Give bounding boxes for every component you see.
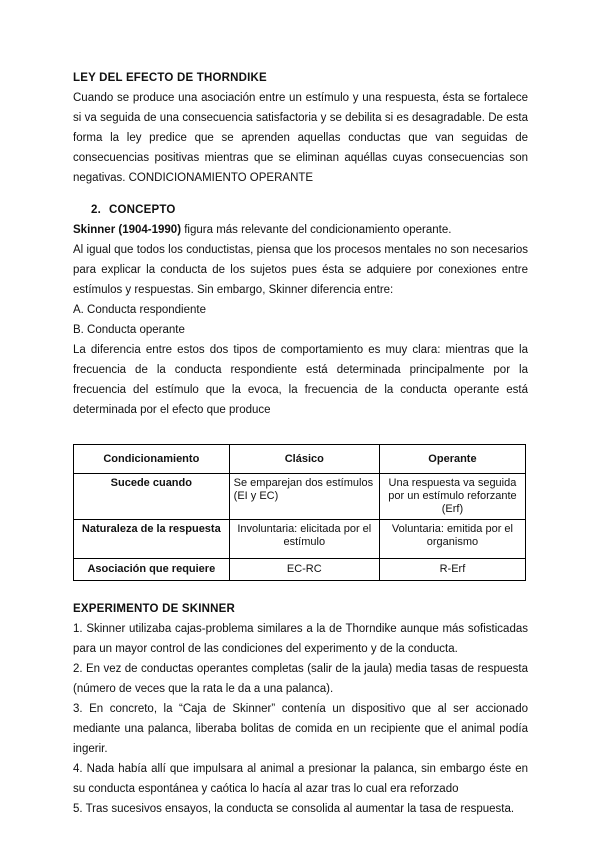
concepto-paragraph-2: La diferencia entre estos dos tipos de comportamiento es muy clara: mientras que la frecuencia de la conducta respondiente está determinada principalmente por la frecuencia del estímulo que la evoca, la frecuencia de la conducta operante está determinada por el efecto que produce — [73, 344, 528, 416]
table-cell: R-Erf — [379, 559, 525, 581]
table-cell: Sucede cuando — [74, 474, 230, 520]
table-cell: Asociación que requiere — [74, 559, 230, 581]
comparison-table — [73, 444, 526, 581]
concepto-title: CONCEPTO — [109, 204, 176, 216]
item-a: A. Conducta respondiente — [73, 304, 206, 316]
concepto-number: 2. — [91, 204, 101, 216]
table-row — [74, 559, 526, 581]
section-thorndike — [73, 72, 528, 188]
thorndike-paragraph: Cuando se produce una asociación entre un estímulo y una respuesta, ésta se fortalece si va seguida de una consecuencia satisfactoria y se debilita si es desagradable. De esta forma la ley predice que se aprenden aquellas conductas que van seguidas de consecuencias positivas mientras que se eliminan aquéllas cuyas consecuencias son negativas. CONDICIONAMIENTO OPERANTE — [73, 92, 528, 184]
table-row — [74, 474, 526, 520]
table-cell: Voluntaria: emitida por el organismo — [379, 520, 525, 559]
concepto-paragraph-1: Al igual que todos los conductistas, piensa que los procesos mentales no son necesarios para explicar la conducta de los sujetos pues ésta se adquiere por conexiones entre estímulos y respuestas. Sin embargo, Skinner diferencia entre: — [73, 244, 528, 296]
table-cell: Involuntaria: elicitada por el estímulo — [229, 520, 379, 559]
list-item: 4. Nada había allí que impulsara al animal a presionar la palanca, sin embargo éste en su conducta espontánea y caótica lo hacía al azar tras lo cual era reforzado — [73, 763, 528, 795]
table-cell: EC-RC — [229, 559, 379, 581]
section-concepto — [73, 204, 528, 420]
skinner-description: figura más relevante del condicionamiento operante. — [181, 224, 452, 236]
table-header-cell: Condicionamiento — [74, 445, 230, 474]
experimento-heading: EXPERIMENTO DE SKINNER — [73, 603, 236, 615]
table-cell: Una respuesta va seguida por un estímulo reforzante (Erf) — [379, 474, 525, 520]
skinner-line — [73, 220, 528, 240]
concepto-heading — [91, 204, 528, 216]
table-row — [74, 520, 526, 559]
list-item: 5. Tras sucesivos ensayos, la conducta se consolida al aumentar la tasa de respuesta. — [73, 803, 515, 815]
thorndike-heading: LEY DEL EFECTO DE THORNDIKE — [73, 72, 267, 84]
table-cell: Naturaleza de la respuesta — [74, 520, 230, 559]
list-item: 1. Skinner utilizaba cajas-problema similares a la de Thorndike aunque más sofisticadas para un mayor control de las condiciones del experimento y de la conducta. — [73, 623, 528, 655]
document-content — [73, 72, 528, 819]
section-experimento — [73, 603, 528, 819]
table-header-row — [74, 445, 526, 474]
table-header-cell: Operante — [379, 445, 525, 474]
list-item: 3. En concreto, la “Caja de Skinner” contenía un dispositivo que al ser accionado mediante una palanca, liberaba bolitas de comida en un recipiente que el animal podía ingerir. — [73, 703, 528, 755]
table-cell: Se emparejan dos estímulos (EI y EC) — [229, 474, 379, 520]
item-b: B. Conducta operante — [73, 324, 185, 336]
table-header-cell: Clásico — [229, 445, 379, 474]
skinner-name: Skinner (1904-1990) — [73, 224, 182, 236]
list-item: 2. En vez de conductas operantes completas (salir de la jaula) media tasas de respuesta (número de veces que la rata le da a una palanca). — [73, 663, 528, 695]
